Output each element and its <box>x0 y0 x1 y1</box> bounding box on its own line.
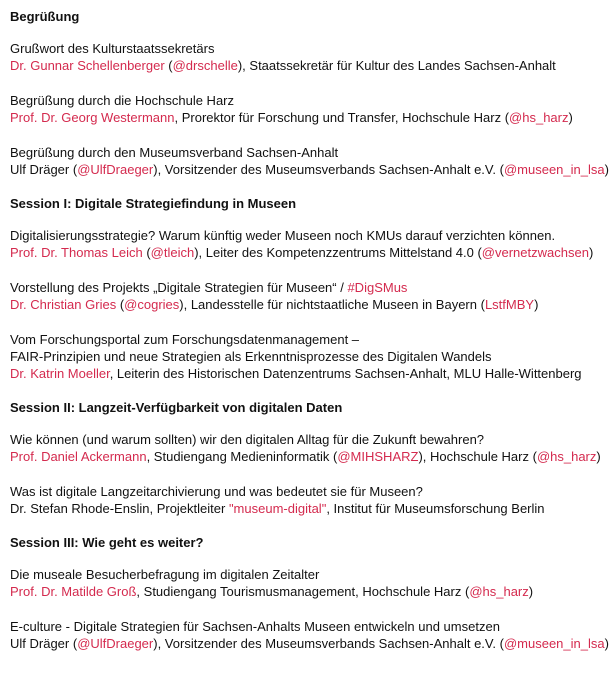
talk-line <box>10 296 598 313</box>
text-segment: , Studiengang Tourismusmanagement, Hochschule Harz ( <box>136 584 470 599</box>
talk-title <box>10 227 598 244</box>
text-segment: ), Staatssekretär für Kultur des Landes Sachsen-Anhalt <box>237 58 556 73</box>
talk-title <box>10 92 598 109</box>
talk-line <box>10 109 598 126</box>
link[interactable]: @drschelle <box>172 58 238 73</box>
talk-line <box>10 348 598 365</box>
talk-title <box>10 40 598 57</box>
link[interactable]: LstfMBY <box>484 297 535 312</box>
text-segment: Wie können (und warum sollten) wir den digitalen Alltag für die Zukunft bewahren? <box>10 432 485 447</box>
text-segment: ) <box>588 245 594 260</box>
link[interactable]: @hs_harz <box>469 584 529 599</box>
talk-line <box>10 635 609 652</box>
link[interactable]: Dr. Gunnar Schellenberger <box>10 58 165 73</box>
link[interactable]: Prof. Dr. Matilde Groß <box>10 584 137 599</box>
link[interactable]: #DigSMus <box>347 280 408 295</box>
talk-title <box>10 279 598 296</box>
text-segment: , Prorektor für Forschung und Transfer, Hochschule Harz ( <box>174 110 510 125</box>
text-segment: Die museale Besucherbefragung im digitalen Zeitalter <box>10 567 320 582</box>
text-segment: ( <box>142 245 151 260</box>
link[interactable]: Prof. Daniel Ackermann <box>10 449 147 464</box>
text-segment: FAIR-Prinzipien und neue Strategien als Erkenntnisprozesse des Digitalen Wandels <box>10 349 492 364</box>
link[interactable]: @hs_harz <box>509 110 569 125</box>
text-segment: ( <box>164 58 173 73</box>
text-segment: Begrüßung durch die Hochschule Harz <box>10 93 235 108</box>
text-segment: Vorstellung des Projekts „Digitale Strategien für Museen“ / <box>10 280 348 295</box>
text-segment: ), Vorsitzender des Museumsverbands Sachsen-Anhalt e.V. ( <box>153 162 504 177</box>
link[interactable]: Prof. Dr. Thomas Leich <box>10 245 143 260</box>
section-heading: Session III: Wie geht es weiter? <box>10 535 204 550</box>
talk-line <box>10 161 609 178</box>
talk-title <box>10 431 598 448</box>
text-segment: Digitalisierungsstrategie? Warum künftig weder Museen noch KMUs darauf verzichten können. <box>10 228 556 243</box>
text-segment: Grußwort des Kulturstaatssekretärs <box>10 41 215 56</box>
section-heading: Session II: Langzeit-Verfügbarkeit von digitalen Daten <box>10 400 343 415</box>
link[interactable]: @UlfDraeger <box>77 636 154 651</box>
talk-line <box>10 244 598 261</box>
text-segment: ) <box>534 297 539 312</box>
text-segment: , Institut für Museumsforschung Berlin <box>326 501 545 516</box>
text-segment: ), Vorsitzender des Museumsverbands Sachsen-Anhalt e.V. ( <box>153 636 504 651</box>
link[interactable]: @hs_harz <box>536 449 597 464</box>
text-segment: ) <box>528 584 534 599</box>
text-segment: ) <box>604 162 609 177</box>
text-segment: Ulf Dräger ( <box>10 162 78 177</box>
text-segment: ) <box>596 449 601 464</box>
talk-title <box>10 566 598 583</box>
text-segment: Was ist digitale Langzeitarchivierung und was bedeutet sie für Museen? <box>10 484 423 499</box>
link[interactable]: @vernetzwachsen <box>481 245 589 260</box>
section-heading: Begrüßung <box>10 9 80 24</box>
link[interactable]: Dr. Christian Gries <box>10 297 117 312</box>
text-segment: ), Leiter des Kompetenzzentrums Mittelstand 4.0 ( <box>194 245 482 260</box>
link[interactable]: Prof. Dr. Georg Westermann <box>10 110 175 125</box>
talk-title <box>10 331 598 348</box>
link[interactable]: @UlfDraeger <box>77 162 154 177</box>
text-segment: Begrüßung durch den Museumsverband Sachsen-Anhalt <box>10 145 339 160</box>
talk-line <box>10 448 601 465</box>
link[interactable]: @museen_in_lsa <box>503 636 605 651</box>
talk-line <box>10 583 598 600</box>
text-segment: ( <box>116 297 125 312</box>
text-segment: E-culture - Digitale Strategien für Sachsen-Anhalts Museen entwickeln und umsetzen <box>10 619 500 634</box>
section-heading: Session I: Digitale Strategiefindung in Museen <box>10 196 297 211</box>
link[interactable]: @MIHSHARZ <box>337 449 419 464</box>
link[interactable]: "museum-digital" <box>228 501 327 516</box>
link[interactable]: @tleich <box>150 245 195 260</box>
text-segment: ) <box>568 110 573 125</box>
link[interactable]: Dr. Katrin Moeller <box>10 366 110 381</box>
text-segment: ) <box>604 636 609 651</box>
text-segment: , Leiterin des Historischen Datenzentrums Sachsen-Anhalt, MLU Halle-Wittenberg <box>109 366 582 381</box>
link[interactable]: @cogries <box>124 297 180 312</box>
text-segment: Dr. Stefan Rhode-Enslin, Projektleiter <box>10 501 229 516</box>
text-segment: Ulf Dräger ( <box>10 636 78 651</box>
talk-line <box>10 57 598 74</box>
link[interactable]: @museen_in_lsa <box>503 162 605 177</box>
talk-title <box>10 483 598 500</box>
talk-line <box>10 365 598 382</box>
text-segment: , Studiengang Medieninformatik ( <box>146 449 338 464</box>
text-segment: ), Hochschule Harz ( <box>418 449 537 464</box>
talk-title <box>10 618 598 635</box>
text-segment: ), Landesstelle für nichtstaatliche Museen in Bayern ( <box>179 297 485 312</box>
talk-title <box>10 144 598 161</box>
text-segment: Vom Forschungsportal zum Forschungsdatenmanagement – <box>10 332 360 347</box>
talk-line <box>10 500 598 517</box>
